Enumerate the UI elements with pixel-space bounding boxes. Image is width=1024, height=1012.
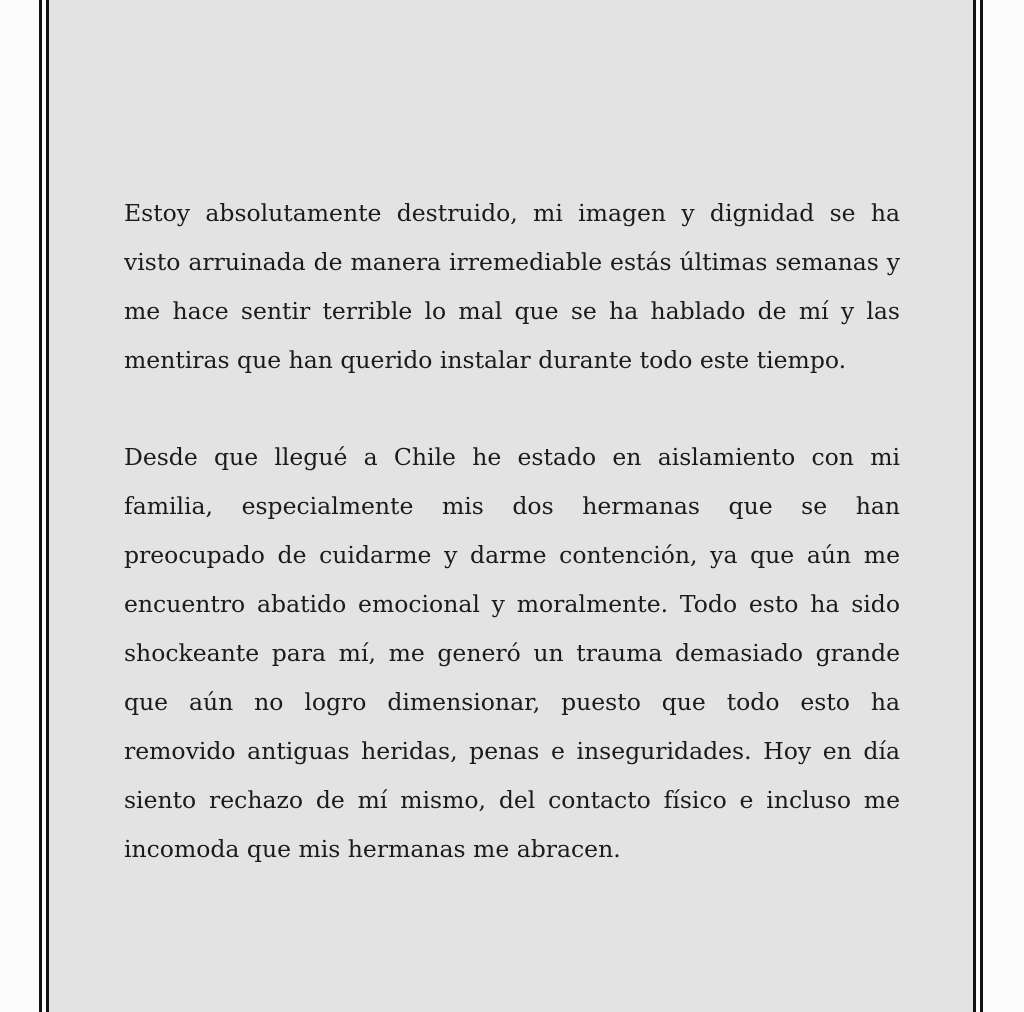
paragraph-2-line: removido antiguas heridas, penas e inseguridades. Hoy en día bbox=[124, 737, 900, 765]
paragraph-2-line: encuentro abatido emocional y moralmente. Todo esto ha sido bbox=[124, 590, 900, 618]
left-outer-border bbox=[39, 0, 42, 1012]
paragraph-2 bbox=[124, 433, 900, 874]
right-inner-border bbox=[973, 0, 976, 1012]
paragraph-2-line: siento rechazo de mí mismo, del contacto físico e incluso me bbox=[124, 786, 900, 814]
paragraph-2-line: incomoda que mis hermanas me abracen. bbox=[124, 835, 621, 863]
paragraph-1-line: me hace sentir terrible lo mal que se ha hablado de mí y las bbox=[124, 297, 900, 325]
paragraph-1-line: visto arruinada de manera irremediable estás últimas semanas y bbox=[124, 248, 900, 276]
paragraph-2-line: shockeante para mí, me generó un trauma demasiado grande bbox=[124, 639, 900, 667]
paragraph-2-line: familia, especialmente mis dos hermanas que se han bbox=[124, 492, 900, 520]
right-outer-border bbox=[980, 0, 983, 1012]
paragraph-1-line: Estoy absolutamente destruido, mi imagen y dignidad se ha bbox=[124, 199, 900, 227]
paragraph-2-line: Desde que llegué a Chile he estado en aislamiento con mi bbox=[124, 443, 900, 471]
paragraph-2-line: que aún no logro dimensionar, puesto que todo esto ha bbox=[124, 688, 900, 716]
paragraph-1-line: mentiras que han querido instalar durante todo este tiempo. bbox=[124, 346, 847, 374]
paragraph-2-line: preocupado de cuidarme y darme contención, ya que aún me bbox=[124, 541, 900, 569]
paragraph-1 bbox=[124, 189, 900, 385]
